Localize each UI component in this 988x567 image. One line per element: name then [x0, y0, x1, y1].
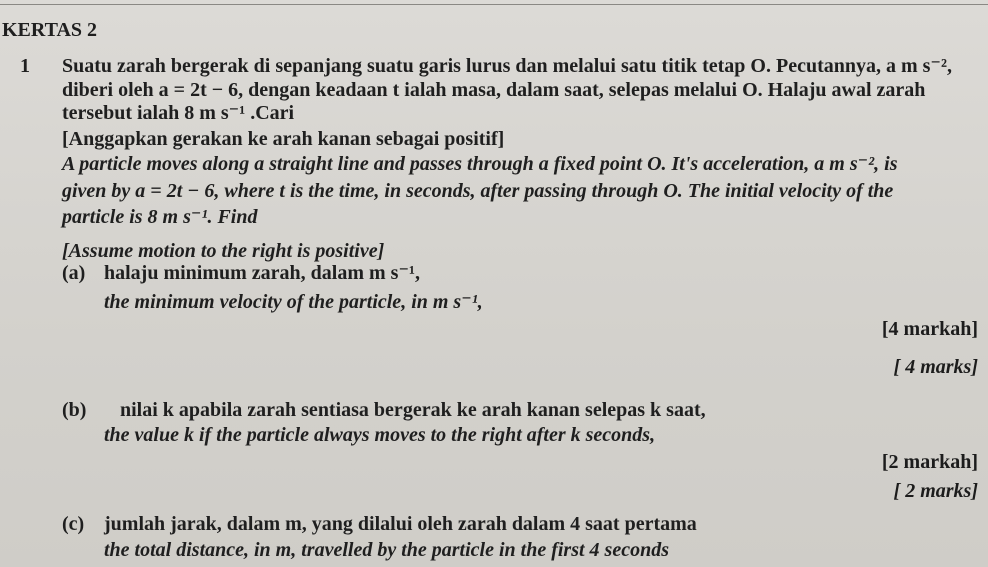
stem-english-line-2: given by a = 2t − 6, where t is the time, in seconds, after passing through O. The initial velocity of the — [62, 180, 894, 202]
part-a-label: (a) — [62, 262, 86, 284]
stem-malay-line-4: [Anggapkan gerakan ke arah kanan sebagai positif] — [62, 128, 505, 150]
part-b-malay: nilai k apabila zarah sentiasa bergerak ke arah kanan selepas k saat, — [120, 399, 706, 421]
stem-malay-line-2: diberi oleh a = 2t − 6, dengan keadaan t ialah masa, dalam saat, selepas melalui O. Halaju awal zarah — [62, 79, 926, 101]
part-c-label: (c) — [62, 513, 85, 535]
stem-english-line-4: [Assume motion to the right is positive] — [62, 240, 385, 262]
part-b-marks-english: [ 2 marks] — [893, 480, 978, 502]
part-b-marks-malay: [2 markah] — [881, 451, 978, 473]
part-a-marks-malay: [4 markah] — [881, 318, 978, 340]
part-a-english: the minimum velocity of the particle, in m s⁻¹, — [104, 291, 483, 313]
question-number: 1 — [20, 55, 30, 77]
part-a-malay: halaju minimum zarah, dalam m s⁻¹, — [104, 262, 421, 284]
part-b-english: the value k if the particle always moves to the right after k seconds, — [104, 424, 656, 446]
part-c-english: the total distance, in m, travelled by the particle in the first 4 seconds — [104, 539, 669, 561]
stem-malay-line-1: Suatu zarah bergerak di sepanjang suatu garis lurus dan melalui satu titik tetap O. Pecutannya, a m s⁻², — [62, 55, 952, 77]
stem-malay-line-3: tersebut ialah 8 m s⁻¹ .Cari — [62, 102, 295, 124]
paper-heading: KERTAS 2 — [2, 19, 98, 41]
part-c-malay: jumlah jarak, dalam m, yang dilalui oleh zarah dalam 4 saat pertama — [104, 513, 697, 535]
stem-english-line-1: A particle moves along a straight line and passes through a fixed point O. It's acceleration, a m s⁻², is — [62, 153, 898, 175]
part-a-marks-english: [ 4 marks] — [893, 356, 978, 378]
part-b-label: (b) — [62, 399, 87, 421]
page-edge-line — [0, 4, 988, 5]
stem-english-line-3: particle is 8 m s⁻¹. Find — [62, 206, 258, 228]
